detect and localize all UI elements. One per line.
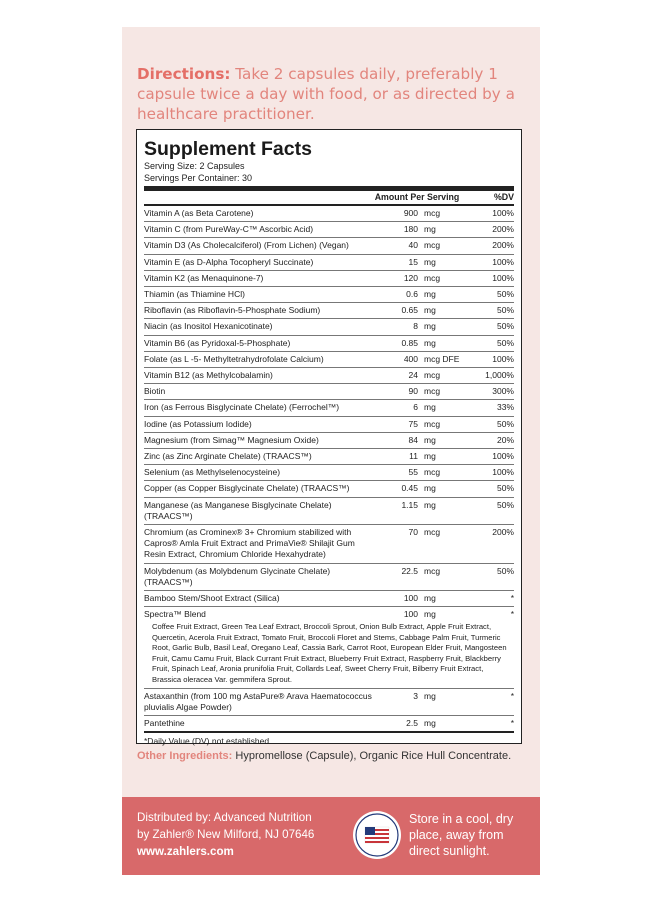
- nutrient-row: [144, 433, 514, 449]
- nutrient-dv: 50%: [496, 418, 514, 429]
- nutrient-unit: mg: [424, 321, 436, 332]
- nutrient-name: Vitamin E (as D-Alpha Tocopheryl Succinate): [144, 256, 314, 267]
- nutrient-dv: 100%: [492, 208, 514, 218]
- distributor-info: [137, 809, 347, 860]
- nutrient-qty: 40: [408, 240, 418, 251]
- nutrient-row: [144, 222, 514, 238]
- spectra-ingredients: Coffee Fruit Extract, Green Tea Leaf Extract, Broccoli Sprout, Onion Bulb Extract, Apple Fruit Extract, Quercetin, Acerola Fruit Extract, Tomato Fruit, Broccoli Floret and Stems, Cabbage Palm Fruit, Turmeric Root, Garlic Bulb, Basil Leaf, Oregano Leaf, Cassia Bark, Carrot Root, European Elder Fruit, Mangosteen Fruit, Camu Camu Fruit, Black Currant Fruit Extract, Blueberry Fruit Extract, Raspberry Fruit, Blackberry Fruit, Spinach Leaf, Aronia prunifolia Fruit, Collards Leaf, Sweet Cherry Fruit, Bilberry Fruit Extract, Brassica oleracea Var. gemmifera Sprout.: [152, 622, 507, 685]
- nutrient-dv: 100%: [492, 272, 514, 283]
- nutrient-name: Vitamin K2 (as Menaquinone-7): [144, 272, 264, 283]
- nutrient-dv: 100%: [492, 256, 514, 267]
- nutrient-dv: 50%: [496, 289, 514, 300]
- directions-text: Take 2 capsules daily, preferably 1 capsule twice a day with food, or as directed by a healthcare practitioner.: [137, 65, 515, 123]
- nutrient-qty: 3: [413, 690, 418, 701]
- nutrient-unit: mg: [424, 609, 436, 620]
- nutrient-row: [144, 368, 514, 384]
- nutrient-name: Selenium (as Methylselenocysteine): [144, 467, 281, 478]
- nutrient-dv: *: [510, 717, 514, 728]
- facts-title: Supplement Facts: [144, 138, 312, 160]
- spectra-row: [144, 607, 514, 622]
- nutrient-dv: 33%: [496, 402, 514, 413]
- nutrient-unit: mg: [424, 434, 436, 445]
- nutrient-name: Vitamin B12 (as Methylcobalamin): [144, 370, 273, 381]
- nutrient-name: Vitamin C (from PureWay-C™ Ascorbic Acid): [144, 224, 314, 235]
- supplement-facts-panel: [136, 129, 522, 744]
- nutrient-unit: mcg: [424, 527, 441, 538]
- nutrient-name: Astaxanthin (from 100 mg AstaPure® Arava Haematococcus pluvialis Algae Powder): [144, 690, 372, 712]
- nutrient-unit: mcg: [424, 370, 441, 381]
- nutrient-qty: 0.65: [401, 305, 418, 316]
- nutrient-qty: 900: [403, 208, 418, 218]
- nutrient-unit: mg: [424, 289, 436, 300]
- other-ingredients: [137, 748, 527, 764]
- directions: [137, 64, 527, 124]
- servings-per-container: Servings Per Container: 30: [144, 173, 253, 183]
- nutrient-unit: mcg: [424, 565, 441, 576]
- nutrient-dv: 20%: [496, 434, 514, 445]
- nutrient-name: Iodine (as Potassium Iodide): [144, 418, 252, 429]
- nutrient-name: Magnesium (from Simag™ Magnesium Oxide): [144, 434, 319, 445]
- facts-footnote: *Daily Value (DV) not established.: [144, 735, 272, 746]
- nutrient-unit: mg: [424, 690, 436, 701]
- nutrient-name: Manganese (as Manganese Bisglycinate Chelate) (TRAACS™): [144, 499, 332, 521]
- nutrient-dv: 50%: [496, 499, 514, 510]
- nutrient-unit: mcg: [424, 467, 441, 478]
- nutrient-qty: 1.15: [401, 499, 418, 510]
- nutrient-row: [144, 238, 514, 254]
- nutrient-unit: mg: [424, 402, 436, 413]
- nutrient-qty: 84: [408, 434, 418, 445]
- other-ingredients-label: Other Ingredients:: [137, 750, 233, 762]
- nutrient-dv: *: [510, 609, 514, 620]
- nutrient-qty: 2.5: [406, 717, 418, 728]
- nutrient-qty: 0.85: [401, 337, 418, 348]
- dv-column-header: %DV: [493, 192, 514, 202]
- nutrient-name: Molybdenum (as Molybdenum Glycinate Chelate) (TRAACS™): [144, 565, 331, 587]
- nutrient-qty: 70: [408, 527, 418, 538]
- nutrient-unit: mcg: [424, 418, 441, 429]
- nutrient-dv: 50%: [496, 483, 514, 494]
- nutrient-dv: 1,000%: [485, 370, 514, 381]
- serving-size: Serving Size: 2 Capsules: [144, 161, 245, 171]
- nutrient-name: Bamboo Stem/Shoot Extract (Silica): [144, 593, 280, 604]
- nutrient-unit: mg: [424, 483, 436, 494]
- nutrient-row: [144, 336, 514, 352]
- nutrient-name: Spectra™ Blend: [144, 609, 206, 620]
- nutrient-dv: 50%: [496, 305, 514, 316]
- nutrient-row: [144, 352, 514, 368]
- nutrient-name: Riboflavin (as Riboflavin-5-Phosphate Sodium): [144, 305, 321, 316]
- nutrient-unit: mg: [424, 337, 436, 348]
- astaxanthin-row: [144, 689, 514, 716]
- nutrient-row: [144, 303, 514, 319]
- directions-label: Directions:: [137, 65, 231, 83]
- nutrient-rows: [144, 206, 514, 591]
- nutrient-dv: 200%: [492, 527, 514, 538]
- nutrient-unit: mg: [424, 305, 436, 316]
- distributor-line-1: Distributed by: Advanced Nutrition: [137, 811, 312, 824]
- nutrient-dv: 50%: [496, 337, 514, 348]
- storage-instructions: Store in a cool, dry place, away from direct sunlight.: [409, 812, 514, 858]
- nutrient-name: Biotin: [144, 386, 166, 397]
- nutrient-row: [144, 206, 514, 222]
- nutrient-name: Zinc (as Zinc Arginate Chelate) (TRAACS™): [144, 451, 312, 462]
- nutrient-unit: mcg: [424, 240, 441, 251]
- nutrient-qty: 100: [403, 593, 418, 604]
- nutrient-unit: mg: [424, 593, 436, 604]
- nutrient-unit: mcg: [424, 208, 441, 218]
- nutrient-dv: 100%: [492, 353, 514, 364]
- nutrient-qty: 400: [403, 353, 418, 364]
- nutrient-unit: mg: [424, 224, 436, 235]
- footer-band: [122, 797, 540, 875]
- nutrient-qty: 100: [403, 609, 418, 620]
- nutrient-qty: 22.5: [401, 565, 418, 576]
- nutrient-name: Thiamin (as Thiamine HCl): [144, 289, 245, 300]
- made-in-usa-badge-icon: [352, 810, 402, 860]
- nutrient-qty: 120: [403, 272, 418, 283]
- distributor-line-2: by Zahler® New Milford, NJ 07646: [137, 828, 315, 841]
- nutrient-name: Vitamin A (as Beta Carotene): [144, 208, 254, 218]
- nutrient-qty: 55: [408, 467, 418, 478]
- other-ingredients-text: Hypromellose (Capsule), Organic Rice Hull Concentrate.: [235, 750, 512, 762]
- spectra-block: [144, 607, 514, 689]
- nutrient-dv: 200%: [492, 224, 514, 235]
- pantethine-row: [144, 716, 514, 733]
- nutrient-row: [144, 319, 514, 335]
- nutrient-dv: *: [510, 593, 514, 604]
- nutrient-name: Copper (as Copper Bisglycinate Chelate) (TRAACS™): [144, 483, 350, 494]
- nutrient-name: Vitamin B6 (as Pyridoxal-5-Phosphate): [144, 337, 291, 348]
- nutrient-qty: 15: [408, 256, 418, 267]
- nutrient-row: [144, 384, 514, 400]
- nutrient-row: [144, 255, 514, 271]
- nutrient-qty: 0.6: [406, 289, 418, 300]
- nutrient-unit: mcg: [424, 386, 441, 397]
- nutrient-row: [144, 564, 514, 591]
- nutrient-name: Pantethine: [144, 717, 185, 728]
- nutrient-dv: 50%: [496, 565, 514, 576]
- nutrient-unit: mg: [424, 451, 436, 462]
- nutrient-dv: 300%: [492, 386, 514, 397]
- nutrient-row: [144, 498, 514, 525]
- nutrient-row: [144, 271, 514, 287]
- nutrient-name: Chromium (as Crominex® 3+ Chromium stabilized with Capros® Amla Fruit Extract and PrimaVie® Shilajit Gum Resin Extract, Chromium Chloride Hexahydrate): [144, 527, 355, 560]
- nutrient-name: Niacin (as Inositol Hexanicotinate): [144, 321, 273, 332]
- facts-header-row: [144, 191, 514, 206]
- website-link[interactable]: www.zahlers.com: [137, 845, 234, 858]
- nutrient-dv: 100%: [492, 451, 514, 462]
- nutrient-unit: mcg: [424, 272, 441, 283]
- nutrient-unit: mg: [424, 499, 436, 510]
- nutrient-dv: 200%: [492, 240, 514, 251]
- nutrient-qty: 180: [403, 224, 418, 235]
- nutrient-row: [144, 287, 514, 303]
- nutrient-unit: mg: [424, 256, 436, 267]
- nutrient-qty: 0.45: [401, 483, 418, 494]
- nutrient-name: Vitamin D3 (As Cholecalciferol) (From Lichen) (Vegan): [144, 240, 349, 251]
- nutrient-row: [144, 465, 514, 481]
- nutrient-qty: 24: [408, 370, 418, 381]
- nutrient-row: [144, 449, 514, 465]
- nutrient-dv: *: [510, 690, 514, 701]
- nutrient-row: [144, 417, 514, 433]
- nutrient-dv: 100%: [492, 467, 514, 478]
- nutrient-name: Folate (as L -5- Methyltetrahydrofolate Calcium): [144, 353, 324, 364]
- nutrient-name: Iron (as Ferrous Bisglycinate Chelate) (Ferrochel™): [144, 402, 340, 413]
- nutrient-row: [144, 400, 514, 416]
- nutrient-dv: 50%: [496, 321, 514, 332]
- nutrient-unit: mcg DFE: [424, 353, 460, 364]
- amount-column-header: Amount Per Serving: [374, 192, 460, 202]
- nutrient-row: [144, 525, 514, 564]
- nutrient-unit: mg: [424, 717, 436, 728]
- nutrient-qty: 6: [413, 402, 418, 413]
- nutrient-row: [144, 481, 514, 497]
- nutrient-qty: 8: [413, 321, 418, 332]
- nutrient-qty: 75: [408, 418, 418, 429]
- nutrient-qty: 90: [408, 386, 418, 397]
- bamboo-row: [144, 591, 514, 607]
- nutrient-qty: 11: [409, 451, 418, 462]
